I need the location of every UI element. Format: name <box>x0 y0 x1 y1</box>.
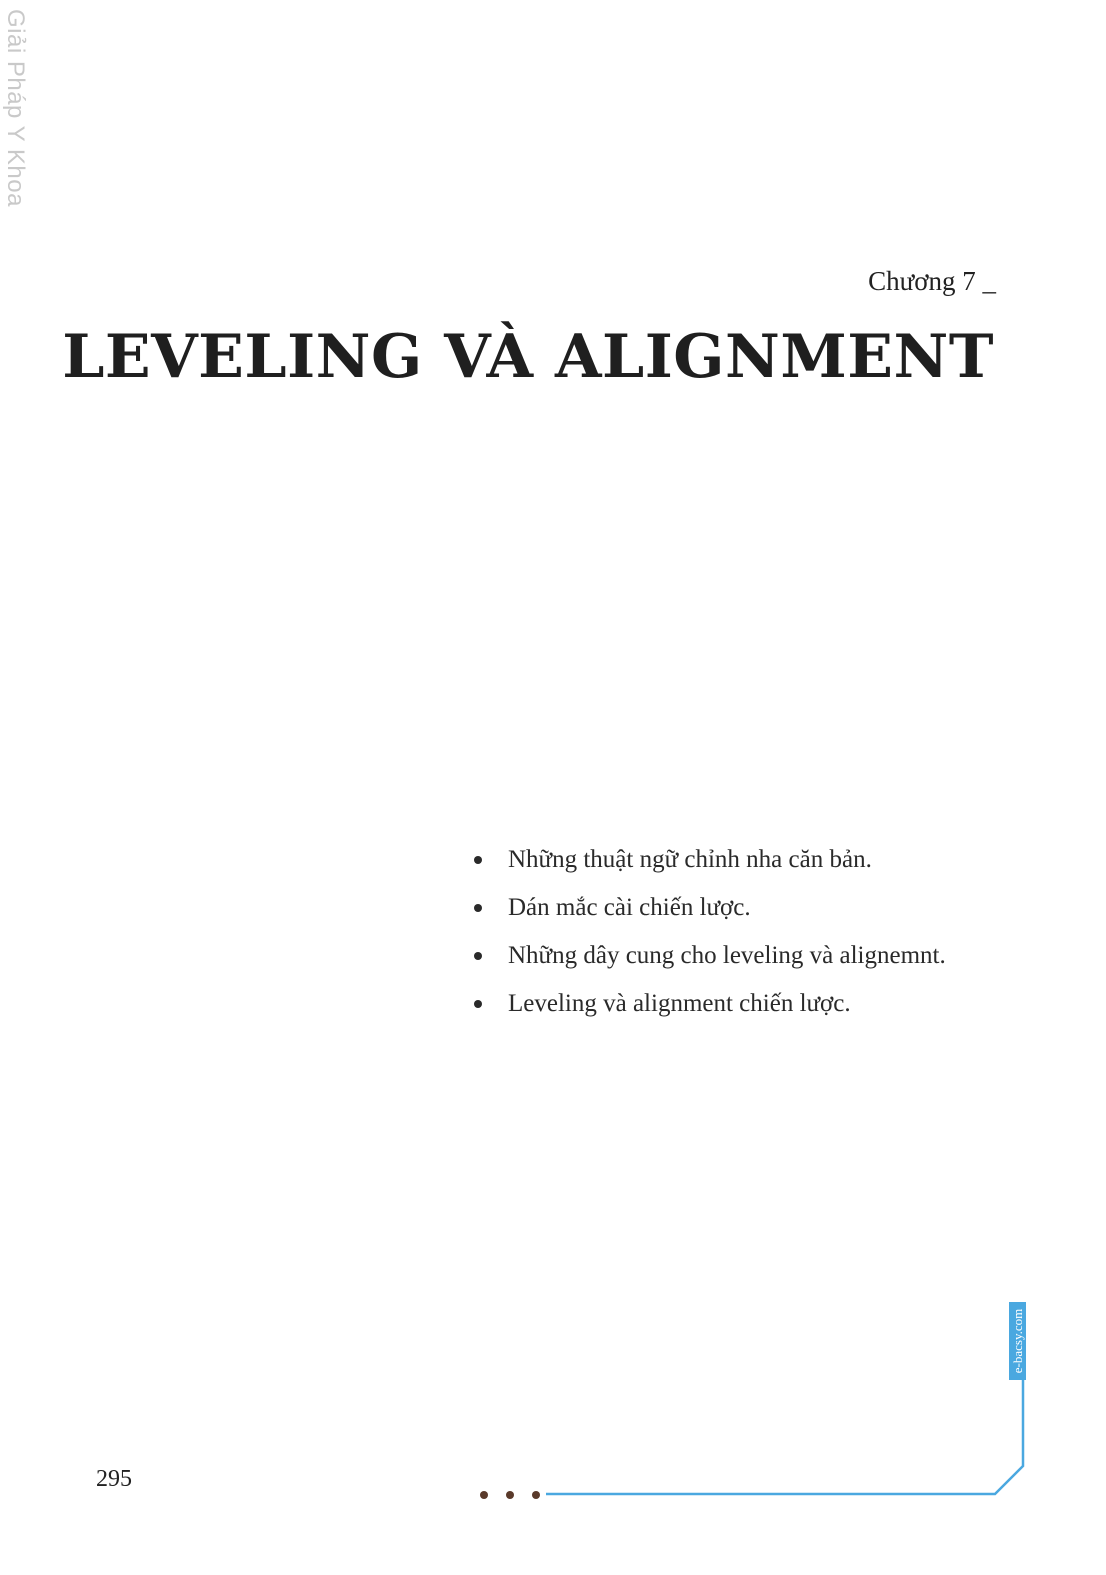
side-watermark: Giải Pháp Y Khoa <box>2 9 29 207</box>
site-tag-text: e-bacsy.com <box>1009 1308 1025 1374</box>
chapter-title: LEVELING VÀ ALIGNMENT <box>62 322 994 392</box>
topic-text: Những thuật ngữ chỉnh nha căn bản. <box>508 846 872 873</box>
chapter-label: Chương 7 _ <box>868 266 996 296</box>
footer-dot-icon <box>506 1491 514 1499</box>
footer-dot-icon <box>532 1491 540 1499</box>
footer-dot-icon <box>480 1491 488 1499</box>
topic-text: Dán mắc cài chiến lược. <box>508 894 751 921</box>
page-number: 295 <box>96 1466 132 1492</box>
topic-text: Leveling và alignment chiến lược. <box>508 990 851 1017</box>
topic-text: Những dây cung cho leveling và alignemnt. <box>508 942 946 969</box>
frame-line-path <box>546 1380 1023 1494</box>
